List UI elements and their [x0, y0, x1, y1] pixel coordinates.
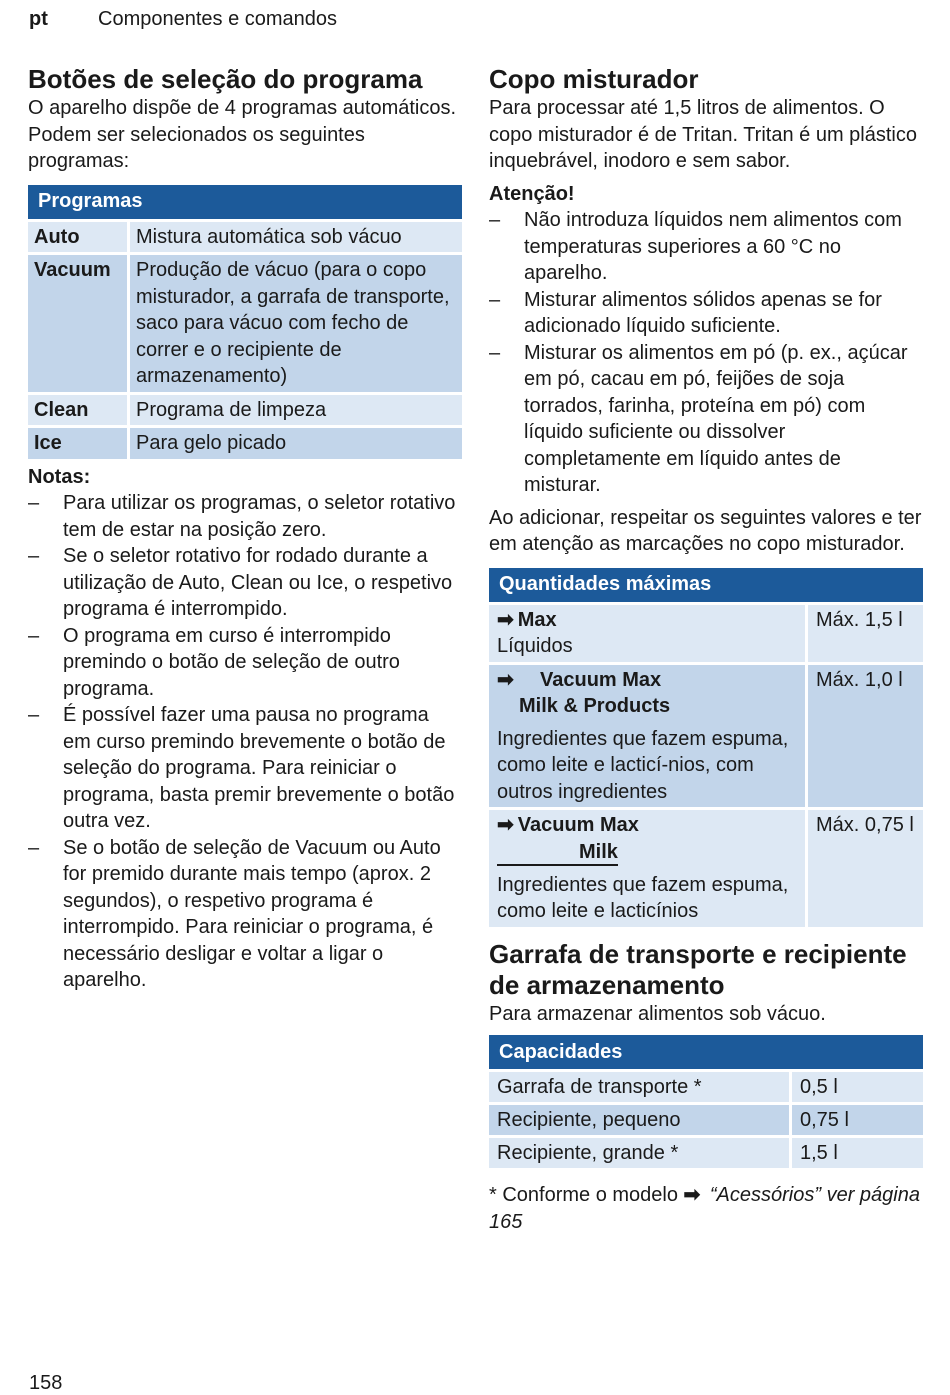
program-row — [28, 222, 462, 253]
quantity-value: Máx. 1,5 l — [808, 605, 923, 662]
footnote — [489, 1182, 923, 1235]
program-row — [28, 428, 462, 459]
program-name: Ice — [28, 428, 130, 459]
quantity-desc: Ingredientes que fazem espuma, como leite e lacticínios — [497, 873, 789, 922]
program-desc: Mistura automática sob vácuo — [130, 222, 462, 253]
program-name: Clean — [28, 395, 130, 426]
programs-table — [28, 219, 462, 462]
button-label: Vacuum Max — [517, 814, 639, 836]
button-label-line2: Milk & Products — [519, 695, 671, 717]
program-row — [28, 395, 462, 426]
button-label-line2: Milk — [497, 840, 618, 866]
quantity-desc: Ingredientes que fazem espuma, como leite e lacticí-nios, com outros ingredientes — [497, 727, 789, 803]
language-code: pt — [29, 8, 48, 30]
capacity-row — [489, 1138, 923, 1168]
program-desc: Para gelo picado — [130, 428, 462, 459]
quantities-table-header: Quantidades máximas — [489, 568, 923, 602]
list-item: – Não introduza líquidos nem alimentos com temperaturas superiores a 60 °C no aparelho. — [489, 207, 923, 287]
page-number: 158 — [29, 1372, 63, 1394]
list-item: – Se o seletor rotativo for rodado durante a utilização de Auto, Clean ou Ice, o respetivo programa é interrompido. — [28, 543, 462, 623]
programs-table-header: Programas — [28, 185, 462, 219]
blender-jug-intro: Para processar até 1,5 litros de alimentos. O copo misturador é de Tritan. Tritan é um plástico inquebrável, inodoro e sem sabor. — [489, 97, 917, 172]
list-item: – Misturar alimentos sólidos apenas se for adicionado líquido suficiente. — [489, 287, 923, 340]
list-item: – Misturar os alimentos em pó (p. ex., açúcar em pó, cacau em pó, feijões de soja torrados, farinha, proteína em pó) com líquido suficiente ou dissolver completamente em líquido antes de misturar. — [489, 340, 923, 499]
button-label: Max — [517, 608, 557, 631]
footnote-reference[interactable]: “Acessórios” ver página 165 — [489, 1184, 920, 1233]
quantities-intro: Ao adicionar, respeitar os seguintes valores e ter em atenção as marcações no copo misturador. — [489, 506, 922, 555]
capacity-item: Recipiente, pequeno — [489, 1105, 789, 1135]
capacity-value: 0,75 l — [792, 1105, 923, 1135]
list-item: – Se o botão de seleção de Vacuum ou Auto for premido durante mais tempo (aprox. 2 segundos), o respetivo programa é interrompido. Para reiniciar o programa, é necessário desligar e voltar a ligar o aparelho. — [28, 835, 462, 994]
quantity-value: Máx. 1,0 l — [808, 665, 923, 808]
attention-heading: Atenção! — [489, 182, 575, 205]
capacity-row — [489, 1072, 923, 1102]
program-row — [28, 255, 462, 392]
section-title: Componentes e comandos — [98, 8, 338, 30]
right-arrow-icon: ➡ — [497, 668, 514, 691]
quantity-row — [489, 665, 923, 808]
right-column — [489, 64, 923, 1235]
notes-heading: Notas: — [28, 465, 91, 488]
program-desc: Programa de limpeza — [130, 395, 462, 426]
quantity-row — [489, 810, 923, 927]
right-arrow-icon: ➡ — [683, 1184, 701, 1206]
list-item: – O programa em curso é interrompido premindo o botão de seleção de outro programa. — [28, 623, 462, 703]
program-name: Vacuum — [28, 255, 130, 392]
list-item: – Para utilizar os programas, o seletor rotativo tem de estar na posição zero. — [28, 490, 462, 543]
program-name: Auto — [28, 222, 130, 253]
quantity-value: Máx. 0,75 l — [808, 810, 923, 927]
right-arrow-icon: ➡ — [497, 814, 514, 836]
program-buttons-heading: Botões de seleção do programa — [28, 64, 423, 94]
footnote-text: * Conforme o modelo — [489, 1184, 678, 1206]
capacity-row — [489, 1105, 923, 1135]
left-column — [28, 64, 462, 994]
button-label: Vacuum Max — [540, 668, 662, 691]
bottle-container-heading: Garrafa de transporte e recipiente de armazenamento — [489, 938, 907, 1000]
right-arrow-icon: ➡ — [497, 608, 514, 631]
notes-list — [28, 490, 462, 994]
program-desc: Produção de vácuo (para o copo misturador, a garrafa de transporte, saco para vácuo com fecho de correr e o recipiente de armazenamento) — [130, 255, 462, 392]
attention-list — [489, 207, 923, 499]
capacity-value: 1,5 l — [792, 1138, 923, 1168]
capacities-table-header: Capacidades — [489, 1035, 923, 1069]
blender-jug-heading: Copo misturador — [489, 64, 699, 94]
bottle-intro: Para armazenar alimentos sob vácuo. — [489, 1002, 826, 1025]
quantity-desc: Líquidos — [497, 635, 573, 657]
capacity-value: 0,5 l — [792, 1072, 923, 1102]
capacity-item: Garrafa de transporte * — [489, 1072, 789, 1102]
program-intro: O aparelho dispõe de 4 programas automáticos. Podem ser selecionados os seguintes programas: — [28, 97, 457, 172]
quantity-row — [489, 605, 923, 662]
list-item: – É possível fazer uma pausa no programa em curso premindo brevemente o botão de seleção do programa. Para reiniciar o programa, basta premir brevemente o botão outra vez. — [28, 702, 462, 835]
capacity-item: Recipiente, grande * — [489, 1138, 789, 1168]
